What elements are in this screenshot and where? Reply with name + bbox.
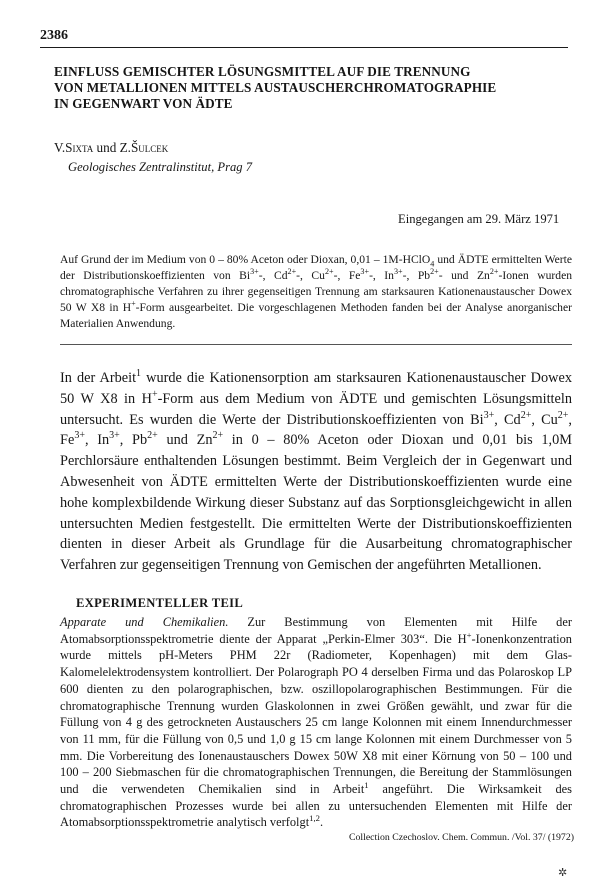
title-line-3: IN GEGENWART VON ÄDTE <box>54 96 233 111</box>
header-rule <box>40 47 568 48</box>
page-mark: ✲ <box>558 867 568 879</box>
section-heading: EXPERIMENTELLER TEIL <box>76 596 244 610</box>
journal-citation: Collection Czechoslov. Chem. Commun. /Vol. 37/ (1972) <box>348 832 574 843</box>
article-title <box>54 64 574 112</box>
subsection-lead: Apparate und Chemikalien. <box>60 615 229 629</box>
author-1-name: Sixta <box>65 140 94 155</box>
authors <box>54 140 168 156</box>
title-line-2: VON METALLIONEN MITTELS AUSTAUSCHERCHROMATOGRAPHIE <box>54 80 497 95</box>
author-2-name: Šulcek <box>130 140 169 155</box>
author-1-initial: V. <box>54 140 66 155</box>
abstract: Auf Grund der im Medium von 0 – 80% Aceton oder Dioxan, 0,01 – 1M-HClO$_4$ und ÄDTE ermittelten Werte der Distributionskoeffizienten von $Bi^{3+}-$, $Cd^{2+}-$, $Cu^{2+}-$, $Fe^{3+}-$, $In^{3+}-$, $Pb^{2+}-$ und $Zn^{2+}$-Ionen wurden chromatographische Verfahren zu ihrer gegenseitigen Trennung am starksauren Kationenaustauscher Dowex 50 W X8 in H+-Form ausgearbeitet. Die vorgeschlagenen Methoden fanden bei der Analyse anorganischer Materialien Anwendung. <box>60 253 573 330</box>
author-2-initial: Z. <box>119 140 131 155</box>
affiliation: Geologisches Zentralinstitut, Prag 7 <box>68 160 253 174</box>
author-conjunction: und <box>93 140 120 155</box>
page-number: 2386 <box>40 28 68 43</box>
section-paragraph: Apparate und Chemikalien. Zur Bestimmung von Elementen mit Hilfe der Atomabsorptionsspektrometrie diente der Apparat „Perkin-Elmer 303“. Die H+-Ionenkonzentration wurde mittels pH-Meters PHM 22r (Radiometer, Kopenhagen) mit dem Glas-Kalomelelektrodensystem kontrolliert. Der Polarograph PO 4 derselben Firma und das Polaroskop LP 600 dienten zu den polarographischen, bzw. oszillopolarographischen Bestimmungen. Für die chromatographische Trennung wurden Glaskolonnen in zwei Größen gewählt, und zwar für die Füllung von 4 g des getrockneten Austauschers 25 cm lange Kolonnen mit einem Innendurchmesser von 11 mm, für die Füllung von 0,5 und 1,0 g 15 cm lange Kolonnen mit einem Durchmesser von 5 mm. Die Vorbereitung des Ionenaustauschers Dowex 50W X8 mit einer Körnung von 50 – 100 und 100 – 200 Siebmaschen für die chromatographischen Trennungen, die Bereitung der Stammlösungen und die verwendeten Chemikalien sind in Arbeit$^1$ angeführt. Die Wirksamkeit des chromatographischen Prozesses wurde bei allen zu untersuchenden Elementen mit Hilfe der Atomabsorptionsspektrometrie analytisch verfolgt$^{1,2}$. <box>60 615 572 830</box>
abstract-rule <box>60 344 572 345</box>
received-date: Eingegangen am 29. März 1971 <box>398 212 560 226</box>
title-line-1: EINFLUSS GEMISCHTER LÖSUNGSMITTEL AUF DIE TRENNUNG <box>54 64 471 79</box>
intro-paragraph: In der Arbeit$^1$ wurde die Kationensorption am starksauren Kationenaustauscher Dowex 50 W X8 in H+-Form aus dem Medium von ÄDTE und gemischten Lösungsmitteln untersucht. Es wurden die Werte der Distributionskoeffizienten von $Bi^{3+}$, $Cd^{2+}$, $Cu^{2+}$, $Fe^{3+}$, $In^{3+}$, $Pb^{2+}$ und $Zn^{2+}$ in 0 – 80% Aceton oder Dioxan und 0,01 bis 1,0M Perchlorsäure enthaltenden Lösungen bestimmt. Beim Vergleich der in Gegenwart und Abwesenheit von ÄDTE ermittelten Werte der Distributionskoeffizienten wurde eine hohe komplexbildende Wirkung dieser Substanz auf das Sorptionsgleichgewicht in allen untersuchten Medien festgestellt. Die ermittelten Werte der Distributionskoeffizienten dienten in dieser Arbeit als Grundlage für die Ausarbeitung chromatographischer Verfahren zur gegenseitigen Trennung von Gemischen der angeführten Metallionen. <box>60 368 572 574</box>
